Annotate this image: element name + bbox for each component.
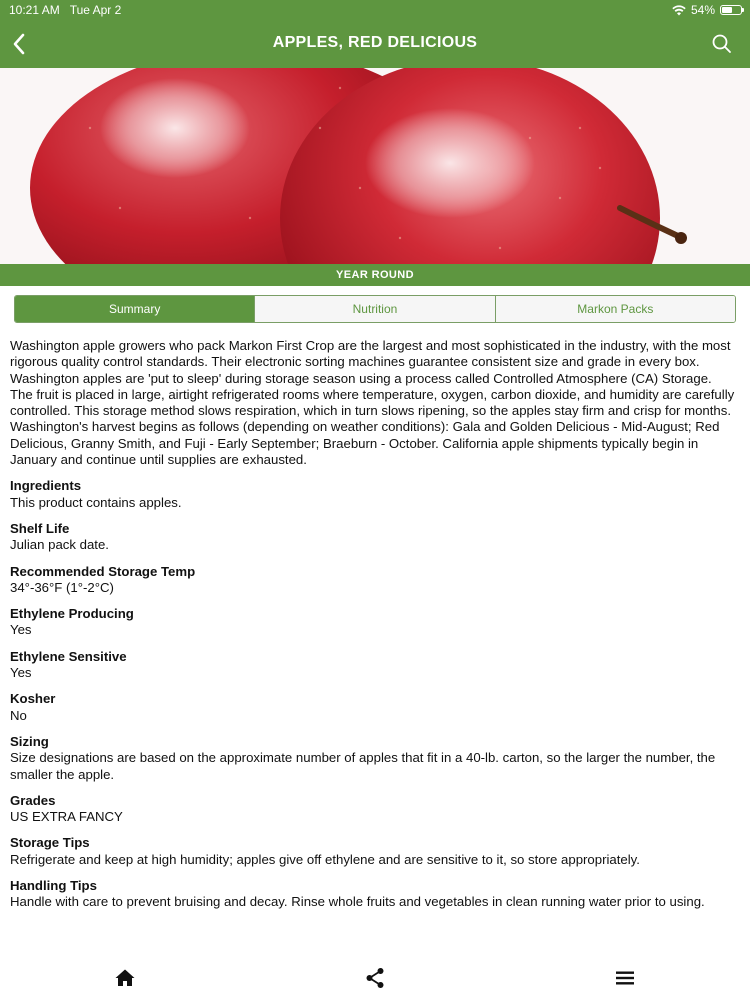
home-icon (113, 966, 137, 990)
app-header (0, 0, 750, 68)
product-hero-image (0, 68, 750, 264)
tab-markon-packs[interactable]: Markon Packs (495, 296, 735, 322)
section-value: Julian pack date. (10, 537, 109, 553)
battery-icon (720, 5, 742, 15)
share-button[interactable] (363, 966, 387, 990)
section-handling-tips (10, 878, 736, 911)
section-value: Refrigerate and keep at high humidity; apples give off ethylene and are sensitive to it, so store appropriately. (10, 851, 640, 867)
section-value: Handle with care to prevent bruising and decay. Rinse whole fruits and vegetables in clean running water prior to using. (10, 894, 705, 910)
search-button[interactable] (710, 32, 734, 56)
status-indicators (672, 3, 742, 17)
tab-summary[interactable]: Summary (15, 296, 254, 322)
section-value: Yes (10, 622, 32, 638)
status-time: 10:21 AM (9, 3, 60, 17)
section-storage-tips (10, 835, 736, 868)
section-title: Kosher (10, 691, 56, 707)
bottom-toolbar (0, 955, 750, 1000)
share-icon (363, 966, 387, 990)
battery-percent: 54% (690, 3, 715, 17)
section-title: Shelf Life (10, 520, 70, 536)
tab-nutrition[interactable]: Nutrition (254, 296, 494, 322)
section-title: Sizing (10, 733, 49, 749)
product-description: Washington apple growers who pack Markon First Crop are the largest and most sophisticated in the industry, with the most rigorous quality control standards. Their electronic sorting machines guarantee consistent size and grade in every box. Washington apples are 'put to sleep' during storage season using a process called Controlled Atmosphere (CA) Storage. The fruit is placed in large, airtight refrigerated rooms where temperature, oxygen, carbon dioxide, and humidity are carefully controlled. This storage method slows respiration, which in turn slows ripening, so the apples stay firm and crisp for months. Washington's harvest begins as follows (depending on weather conditions): Gala and Golden Delicious - Mid-August; Red Delicious, Granny Smith, and Fuji - Early September; Braeburn - October. California apple shipments typically begin in January and continue until supplies are exhausted. (10, 338, 735, 468)
section-title: Storage Tips (10, 835, 90, 851)
page-title: APPLES, RED DELICIOUS (272, 34, 478, 51)
menu-button[interactable] (613, 966, 637, 990)
section-value: Yes (10, 665, 32, 681)
section-sizing (10, 734, 736, 783)
status-bar (0, 0, 750, 20)
section-value: This product contains apples. (10, 494, 182, 510)
section-title: Ingredients (10, 478, 82, 494)
tab-bar (14, 295, 736, 323)
section-shelf-life (10, 521, 736, 554)
nav-bar (0, 22, 750, 66)
section-grades (10, 793, 736, 826)
section-value: No (10, 707, 27, 723)
section-title: Handling Tips (10, 878, 97, 894)
section-storage-temp (10, 564, 736, 597)
section-ethylene-producing (10, 606, 736, 639)
section-title: Ethylene Producing (10, 606, 134, 622)
menu-icon (613, 966, 637, 990)
section-ingredients (10, 478, 736, 511)
search-icon (710, 32, 734, 56)
apple-image (0, 68, 750, 264)
section-title: Recommended Storage Temp (10, 563, 196, 579)
section-kosher (10, 691, 736, 724)
status-date: Tue Apr 2 (69, 3, 122, 17)
home-button[interactable] (113, 966, 137, 990)
section-title: Grades (10, 792, 56, 808)
section-value: 34°-36°F (1°-2°C) (10, 579, 114, 595)
section-value: US EXTRA FANCY (10, 809, 123, 825)
section-value: Size designations are based on the approximate number of apples that fit in a 40-lb. carton, so the larger the number, the smaller the apple. (10, 750, 716, 782)
summary-content (10, 338, 736, 921)
seasonality-banner: YEAR ROUND (0, 264, 750, 286)
section-ethylene-sensitive (10, 649, 736, 682)
battery-level-fill (722, 7, 732, 13)
status-time-group (9, 3, 121, 17)
wifi-icon (672, 5, 686, 16)
section-title: Ethylene Sensitive (10, 648, 127, 664)
